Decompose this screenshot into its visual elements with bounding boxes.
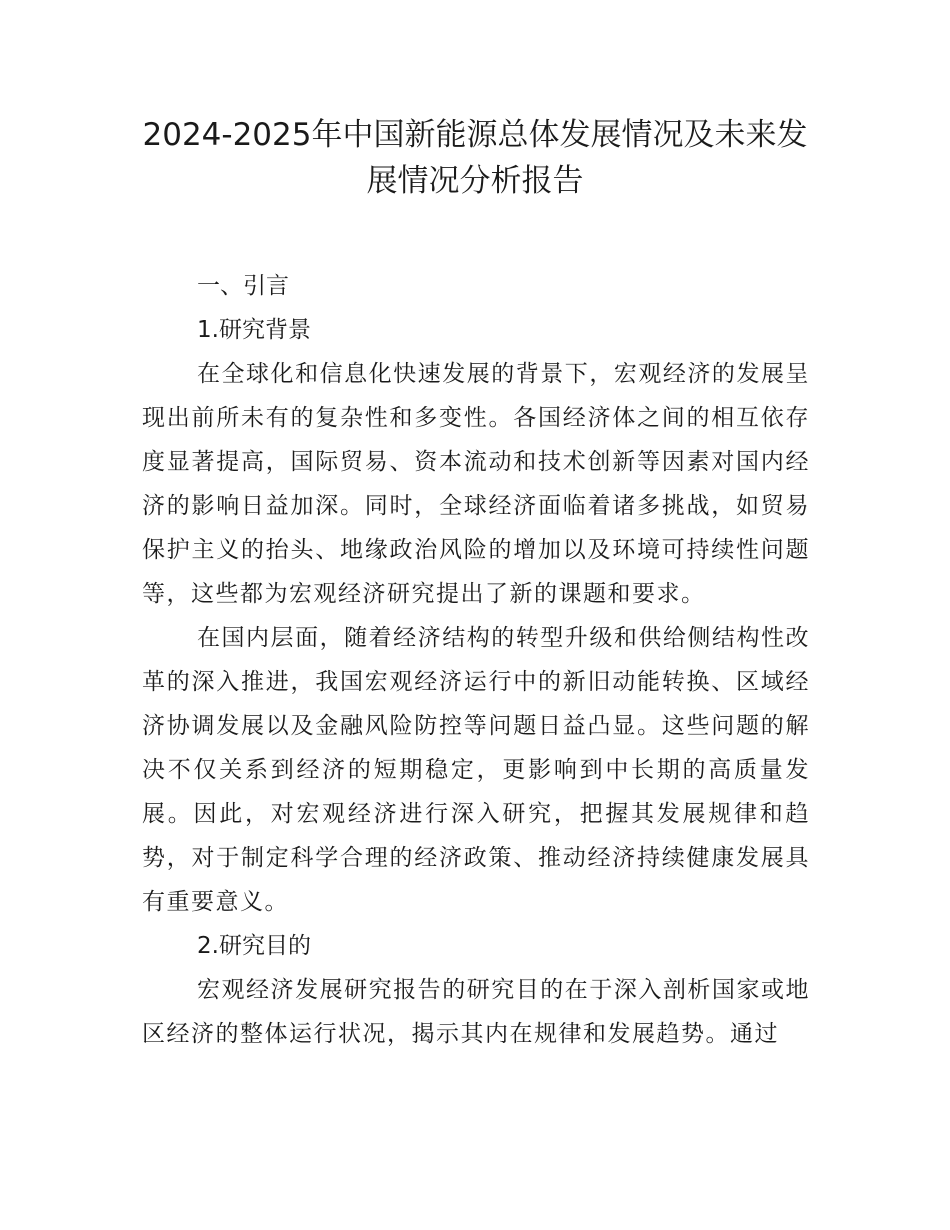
paragraph-background-1: 在全球化和信息化快速发展的背景下，宏观经济的发展呈现出前所未有的复杂性和多变性。各国经济体之间的相互依存度显著提高，国际贸易、资本流动和技术创新等因素对国内经济的影响日益加深。同时，全球经济面临着诸多挑战，如贸易保护主义的抬头、地缘政治风险的增加以及环境可持续性问题等，这些都为宏观经济研究提出了新的课题和要求。 bbox=[142, 361, 810, 607]
subsection-heading-background: 1.研究背景 bbox=[197, 317, 311, 343]
subsection-heading-purpose: 2.研究目的 bbox=[197, 933, 311, 959]
paragraph-purpose-1: 宏观经济发展研究报告的研究目的在于深入剖析国家或地区经济的整体运行状况，揭示其内在规律和发展趋势。通过 bbox=[142, 977, 810, 1047]
document-title bbox=[140, 112, 810, 204]
paragraph-background-2: 在国内层面，随着经济结构的转型升级和供给侧结构性改革的深入推进，我国宏观经济运行中的新旧动能转换、区域经济协调发展以及金融风险防控等问题日益凸显。这些问题的解决不仅关系到经济的短期稳定，更影响到中长期的高质量发展。因此，对宏观经济进行深入研究，把握其发展规律和趋势，对于制定科学合理的经济政策、推动经济持续健康发展具有重要意义。 bbox=[142, 625, 810, 915]
title-line-2: 展情况分析报告 bbox=[366, 163, 584, 199]
document-body bbox=[142, 264, 810, 1056]
title-line-1: 2024-2025年中国新能源总体发展情况及未来发 bbox=[142, 117, 808, 153]
section-heading-intro: 一、引言 bbox=[197, 273, 289, 299]
